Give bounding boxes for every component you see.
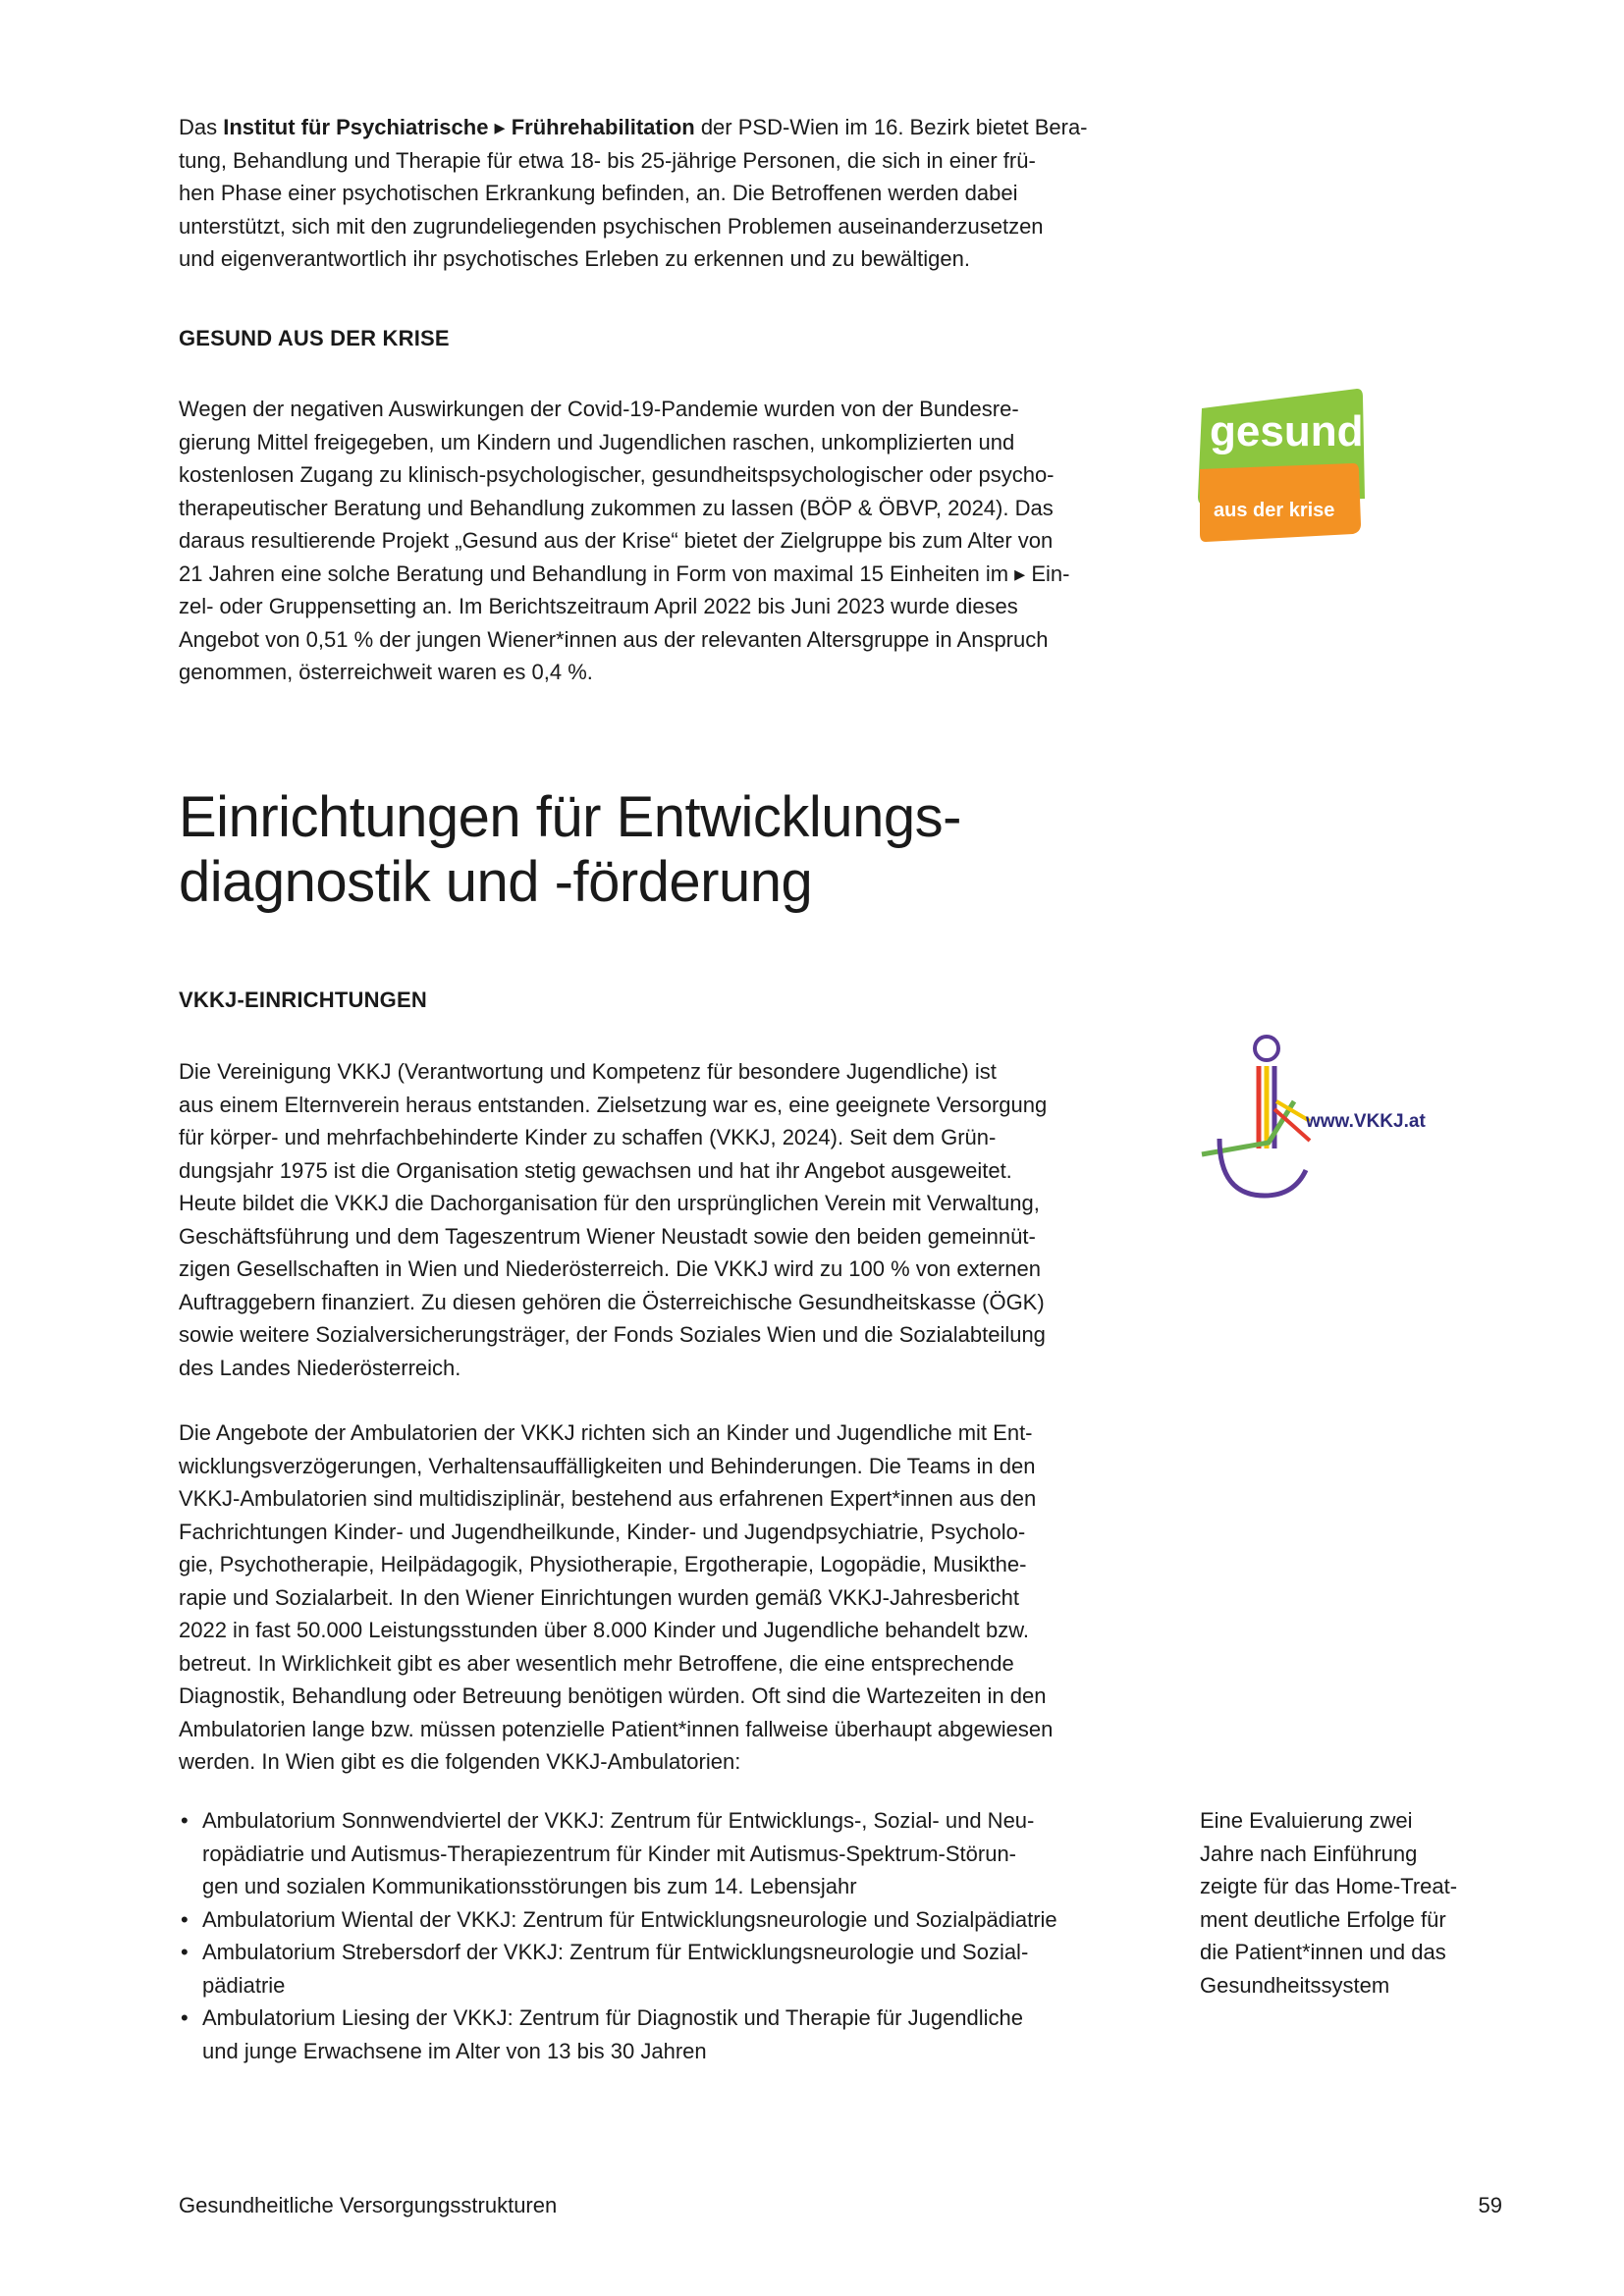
list-item: • Ambulatorium Strebersdorf der VKKJ: Zentrum für Entwicklungsneurologie und Sozial- pädiatrie	[179, 1936, 1170, 2002]
logo-green-leg	[1202, 1101, 1294, 1154]
intro-text-rest: der PSD-Wien im 16. Bezirk bietet Bera- tung, Behandlung und Therapie für etwa 18- bis 25-jährige Personen, die sich in einer frü- hen Phase einer psychotischen Erkrankung befinden, an. Die Betroffenen werden dabei unterstützt, sich mit den zugrundeliegenden psychischen Problemen auseinanderzusetzen und eigenverantwortlich ihr psychotisches Erleben zu erkennen und zu bewältigen.	[179, 115, 1088, 271]
vkkj-logo	[1200, 1031, 1439, 1203]
gesund-heading: GESUND AUS DER KRISE	[179, 326, 450, 350]
logo-vkkj-url: www.VKKJ.at	[1306, 1111, 1426, 1132]
gesund-aus-der-krise-logo	[1196, 389, 1365, 542]
logo-word-gesund: gesund	[1210, 407, 1364, 455]
logo-word-krise: aus der krise	[1214, 500, 1335, 521]
gesund-paragraph: Wegen der negativen Auswirkungen der Covid-19-Pandemie wurden von der Bundesre- gierung Mittel freigegeben, um Kindern und Jugendlichen raschen, unkomplizierten und kostenlosen Zugang zu klinisch-psychologischer, gesundheitspsychologischer oder psycho- therapeutischer Beratung und Behandlung zukommen zu lassen (BÖP & ÖBVP, 2024). Das daraus resultierende Projekt „Gesund aus der Krise“ bietet der Zielgruppe bis zum Alter von 21 Jahren eine solche Beratung und Behandlung in Form von maximal 15 Einheiten im ▸ Ein- zel- oder Gruppensetting an. Im Berichtszeitraum April 2022 bis Juni 2023 wurde dieses Angebot von 0,51 % der jungen Wiener*innen aus der relevanten Altersgruppe in Anspruch genommen, österreichweit waren es 0,4 %.	[179, 397, 1070, 684]
vkkj-ambulatorien-list	[179, 1804, 1170, 2067]
vkkj-heading: VKKJ-EINRICHTUNGEN	[179, 988, 427, 1012]
footer-section-title: Gesundheitliche Versorgungsstrukturen	[179, 2193, 558, 2217]
vkkj-block-2	[179, 1416, 1161, 1779]
intro-text-start: Das	[179, 115, 224, 139]
list-item: • Ambulatorium Sonnwendviertel der VKKJ: Zentrum für Entwicklungs-, Sozial- und Neu- ropädiatrie und Autismus-Therapiezentrum für Kinder mit Autismus-Spektrum-Störun- gen und sozialen Kommunikationsstörungen bis zum 14. Lebensjahr	[179, 1804, 1170, 1903]
intro-block	[179, 111, 1161, 276]
institute-name: Institut für Psychiatrische ▸ Frührehabilitation	[223, 115, 695, 139]
chapter-title: Einrichtungen für Entwicklungs- diagnostik und -förderung	[179, 785, 961, 914]
logo-head-circle	[1255, 1037, 1278, 1060]
vkkj-block-1	[179, 1055, 1161, 1384]
page-number: 59	[1478, 2193, 1502, 2217]
vkkj-paragraph-2: Die Angebote der Ambulatorien der VKKJ richten sich an Kinder und Jugendliche mit Ent- wicklungsverzögerungen, Verhaltensauffälligkeiten und Behinderungen. Die Teams in den VKKJ-Ambulatorien sind multidisziplinär, bestehend aus erfahrenen Expert*innen aus den Fachrichtungen Kinder- und Jugendheilkunde, Kinder- und Jugendpsychiatrie, Psycholo- gie, Psychotherapie, Heilpädagogik, Physiotherapie, Ergotherapie, Logopädie, Musikthe- rapie und Sozialarbeit. In den Wiener Einrichtungen wurden gemäß VKKJ-Jahresbericht 2022 in fast 50.000 Leistungsstunden über 8.000 Kinder und Jugendliche behandelt bzw. betreut. In Wirklichkeit gibt es aber wesentlich mehr Betroffene, die eine entsprechende Diagnostik, Behandlung oder Betreuung benötigen würden. Oft sind die Wartezeiten in den Ambulatorien lange bzw. müssen potenzielle Patient*innen fallweise überhaupt abgewiesen werden. In Wien gibt es die folgenden VKKJ-Ambulatorien:	[179, 1420, 1054, 1774]
margin-note: Eine Evaluierung zwei Jahre nach Einführung zeigte für das Home-Treat- ment deutliche Erfolge für die Patient*innen und das Gesundheitssystem	[1200, 1808, 1458, 1998]
gesund-block	[179, 393, 1161, 689]
vkkj-paragraph-1: Die Vereinigung VKKJ (Verantwortung und Kompetenz für besondere Jugendliche) ist aus einem Elternverein heraus entstanden. Zielsetzung war es, eine geeignete Versorgung für körper- und mehrfachbehinderte Kinder zu schaffen (VKKJ, 2024). Seit dem Grün- dungsjahr 1975 ist die Organisation stetig gewachsen und hat ihr Angebot ausgeweitet. Heute bildet die VKKJ die Dachorganisation für den ursprünglichen Verein mit Verwaltung, Geschäftsführung und dem Tageszentrum Wiener Neustadt sowie den beiden gemeinnüt- zigen Gesellschaften in Wien und Niederösterreich. Die VKKJ wird zu 100 % von externen Auftraggebern finanziert. Zu diesen gehören die Österreichische Gesundheitskasse (ÖGK) sowie weitere Sozialversicherungsträger, der Fonds Soziales Wien und die Sozialabteilung des Landes Niederösterreich.	[179, 1059, 1048, 1380]
intro-paragraph	[179, 111, 1161, 276]
list-item: • Ambulatorium Wiental der VKKJ: Zentrum für Entwicklungsneurologie und Sozialpädiatrie	[179, 1903, 1170, 1937]
list-item: • Ambulatorium Liesing der VKKJ: Zentrum für Diagnostik und Therapie für Jugendliche und junge Erwachsene im Alter von 13 bis 30 Jahren	[179, 2002, 1170, 2067]
